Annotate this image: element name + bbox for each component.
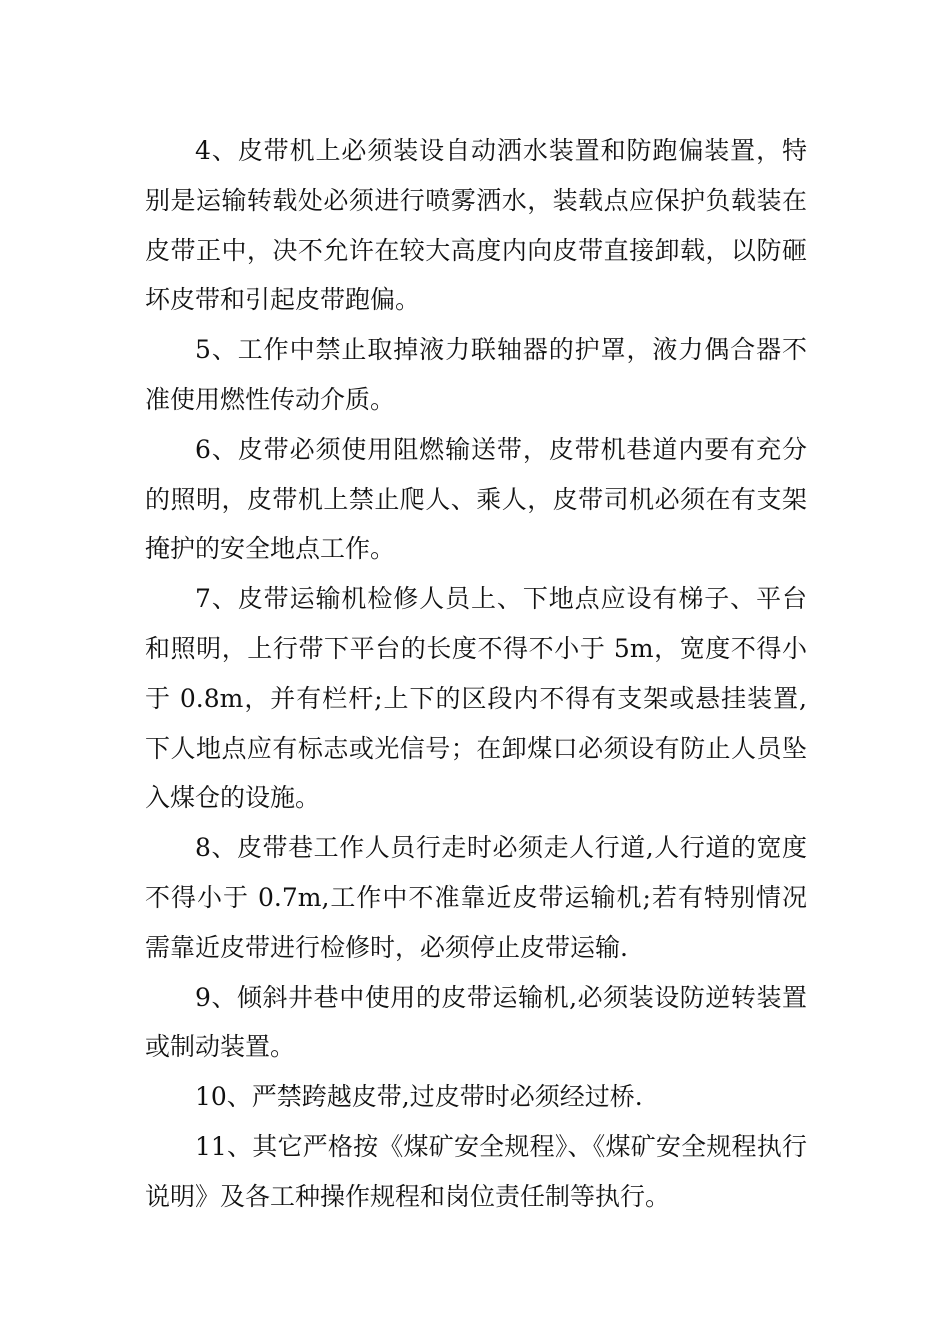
paragraph-item-10: 10、严禁跨越皮带,过皮带时必须经过桥. — [195, 1082, 643, 1112]
paragraph-item-8: 8、皮带巷工作人员行走时必须走人行道,人行道的宽度不得小于 0.7m,工作中不准靠近皮带运输机;若有特别情况需靠近皮带进行检修时，必须停止皮带运输. — [145, 833, 807, 962]
paragraph-item-7: 7、皮带运输机检修人员上、下地点应设有梯子、平台和照明，上行带下平台的长度不得不小于 5m，宽度不得小于 0.8m，并有栏杆;上下的区段内不得有支架或悬挂装置,下人地点应有标志或光信号；在卸煤口必须设有防止人员坠入煤仓的设施。 — [145, 584, 807, 813]
document-body — [145, 126, 807, 1222]
paragraph-item-4: 4、皮带机上必须装设自动洒水装置和防跑偏装置，特别是运输转载处必须进行喷雾洒水，装载点应保护负载装在皮带正中，决不允许在较大高度内向皮带直接卸载，以防砸坏皮带和引起皮带跑偏。 — [145, 136, 807, 315]
paragraph-item-6: 6、皮带必须使用阻燃输送带，皮带机巷道内要有充分的照明，皮带机上禁止爬人、乘人，皮带司机必须在有支架掩护的安全地点工作。 — [145, 434, 807, 564]
paragraph-item-5: 5、工作中禁止取掉液力联轴器的护罩，液力偶合器不准使用燃性传动介质。 — [145, 335, 807, 414]
paragraph-item-11: 11、其它严格按《煤矿安全规程》、《煤矿安全规程执行说明》及各工种操作规程和岗位责任制等执行。 — [145, 1131, 807, 1211]
paragraph-item-9: 9、倾斜井巷中使用的皮带运输机,必须装设防逆转装置或制动装置。 — [145, 982, 807, 1062]
